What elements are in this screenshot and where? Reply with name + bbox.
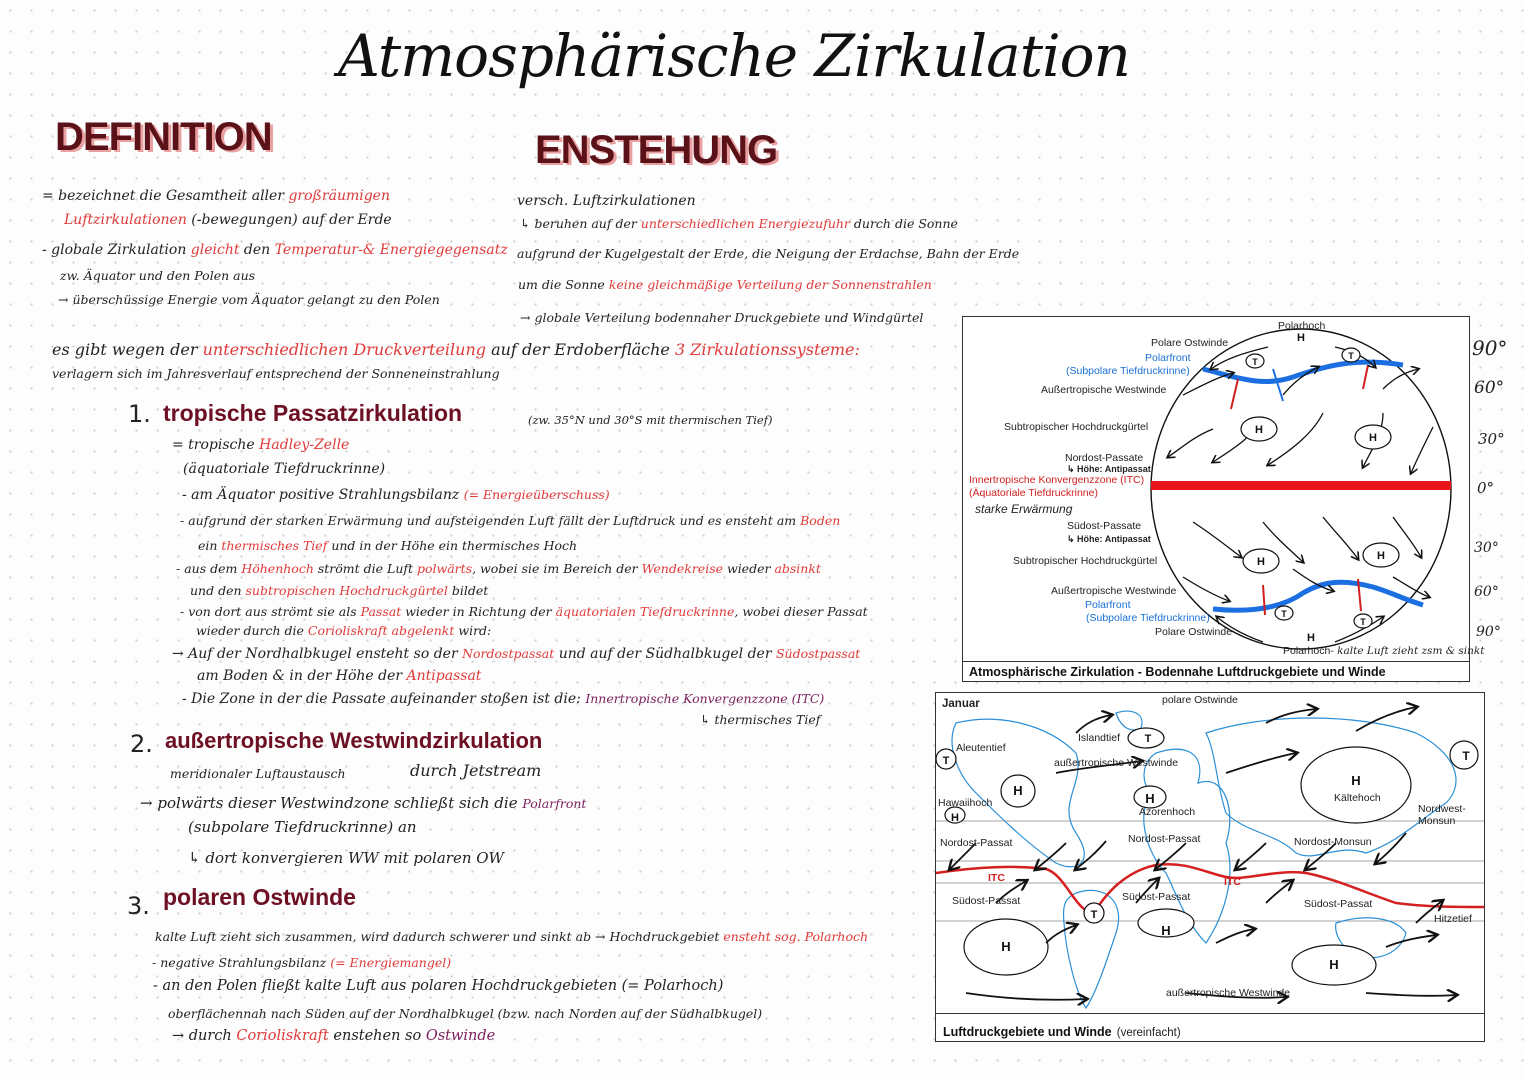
fig1-antipassat-s: ↳ Höhe: Antipassat <box>1067 534 1151 544</box>
degree-label-30s: 30° <box>1474 540 1499 556</box>
s2-line-d: ↳ dort konvergieren WW mit polaren OW <box>188 849 504 867</box>
section-2-title: außertropische Westwindzirkulation <box>165 728 543 753</box>
fig1-t-1: T <box>1252 357 1258 367</box>
s1-line-g: und den subtropischen Hochdruckgürtel bildet <box>190 583 489 598</box>
fig2-nordost-passat-2: Nordost-Passat <box>1128 833 1201 845</box>
fig1-westwinde-s: Außertropische Westwinde <box>1051 585 1177 597</box>
fig1-suedost: Südost-Passate <box>1067 520 1142 532</box>
s2-line-a: meridionaler Luftaustausch <box>170 766 346 781</box>
fig2-nordost-monsun: Nordost-Monsun <box>1294 836 1372 848</box>
fig1-polare-ostwinde-s: Polare Ostwinde <box>1155 626 1233 638</box>
fig2-polare-ostwinde: polare Ostwinde <box>1162 694 1238 706</box>
section-1-title: tropische Passatzirkulation <box>163 400 463 426</box>
fig2-januar: Januar <box>942 698 980 710</box>
intro-line-1: es gibt wegen der unterschiedlichen Druckverteilung auf der Erdoberfläche 3 Zirkulationssysteme: <box>52 340 860 359</box>
fig2-h-4: H <box>1161 923 1171 938</box>
s1-line-l: - Die Zone in der die Passate aufeinander stoßen ist die: Innertropische Konvergenzzone (ITC) <box>182 691 825 707</box>
fig2-suedost-1: Südost-Passat <box>952 895 1021 907</box>
entstehung-line-3: aufgrund der Kugelgestalt der Erde, die Neigung der Erdachse, Bahn der Erde <box>517 246 1020 261</box>
fig1-t-3: T <box>1281 609 1287 619</box>
fig2-westwinde-s: außertropische Westwinde <box>1166 987 1291 999</box>
fig1-itc: Innertropische Konvergenzzone (ITC) <box>969 474 1145 486</box>
fig2-h-7: H <box>951 812 959 824</box>
degree-label-60n: 60° <box>1474 378 1505 398</box>
fig2-t-1: T <box>1144 733 1152 745</box>
s1-line-c: - am Äquator positive Strahlungsbilanz (= Energieüberschuss) <box>182 487 610 503</box>
s2-line-a2: durch Jetstream <box>410 761 542 780</box>
fig2-itc-1: ITC <box>988 872 1005 884</box>
definition-line-2: Luftzirkulationen (-bewegungen) auf der Erde <box>64 212 392 228</box>
s1-line-f: - aus dem Höhenhoch strömt die Luft polwärts, wobei sie im Bereich der Wendekreise wieder absinkt <box>176 561 821 576</box>
s1-line-a: = tropische Hadley-Zelle <box>172 437 350 453</box>
s1-line-d: - aufgrund der starken Erwärmung und aufsteigenden Luft fällt der Luftdruck und es ensteht am Boden <box>180 513 841 528</box>
fig2-kaeltehoch: Kältehoch <box>1334 792 1381 804</box>
fig2-h-5: H <box>1001 939 1011 954</box>
s1-line-k: am Boden & in der Höhe der Antipassat <box>197 668 482 684</box>
definition-line-5: → überschüssige Energie vom Äquator gelangt zu den Polen <box>58 292 440 307</box>
section-1-note: (zw. 35°N und 30°S mit thermischen Tief) <box>528 413 773 427</box>
fig2-caption: Luftdruckgebiete und Winde (vereinfacht) <box>943 1025 1181 1039</box>
degree-label-60s: 60° <box>1474 584 1499 600</box>
fig2-aleutentief: Aleutentief <box>956 742 1006 754</box>
fig1-antipassat-n: ↳ Höhe: Antipassat <box>1067 464 1151 474</box>
entstehung-line-2: ↳ beruhen auf der unterschiedlichen Energiezufuhr durch die Sonne <box>520 216 958 231</box>
intro-line-2: verlagern sich im Jahresverlauf entsprechend der Sonneneinstrahlung <box>52 366 500 381</box>
s1-line-e: ein thermisches Tief und in der Höhe ein thermisches Hoch <box>198 538 578 553</box>
s3-line-e: → durch Corioliskraft enstehen so Ostwinde <box>172 1028 496 1044</box>
fig2-nordost-passat-1: Nordost-Passat <box>940 837 1013 849</box>
fig1-erwaermung: starke Erwärmung <box>975 502 1073 516</box>
fig2-suedost-3: Südost-Passat <box>1304 898 1373 910</box>
s3-line-a: kalte Luft zieht sich zusammen, wird dadurch schwerer und sinkt ab → Hochdruckgebiet ensteht sog. Polarhoch <box>155 929 869 944</box>
fig1-h-2: H <box>1369 432 1377 444</box>
s2-line-b: → polwärts dieser Westwindzone schließt sich die Polarfront <box>140 794 587 812</box>
degree-label-0: 0° <box>1477 479 1495 497</box>
fig2-t-3: T <box>1462 749 1470 763</box>
world-pressure-map <box>935 692 1485 1042</box>
section-3-number: 3. <box>127 892 150 920</box>
s3-line-d: oberflächennah nach Süden auf der Nordhalbkugel (bzw. nach Norden auf der Südhalbkugel) <box>168 1006 763 1021</box>
fig1-polarhoch-bottom: Polarhoch- kalte Luft zieht zsm & sinkt <box>1283 645 1485 657</box>
fig1-subtrop-n: Subtropischer Hochdruckgürtel <box>1004 421 1149 433</box>
entstehung-heading: ENSTEHUNG <box>535 128 778 172</box>
fig1-westwinde-n: Außertropische Westwinde <box>1041 384 1167 396</box>
degree-label-90s: 90° <box>1476 624 1501 640</box>
fig1-polarfront-s: Polarfront <box>1085 599 1131 611</box>
fig2-hawaiihoch: Hawaiihoch <box>938 797 993 809</box>
fig1-subtrop-s: Subtropischer Hochdruckgürtel <box>1013 555 1158 567</box>
degree-label-90n: 90° <box>1472 336 1508 360</box>
fig1-itc-2: (Äquatoriale Tiefdruckrinne) <box>969 487 1098 499</box>
fig1-subpolare-s: (Subpolare Tiefdruckrinne) <box>1086 612 1210 624</box>
fig1-t-4: T <box>1360 617 1366 627</box>
entstehung-line-4: um die Sonne keine gleichmäßige Verteilung der Sonnenstrahlen <box>518 277 932 292</box>
s3-line-c: - an den Polen fließt kalte Luft aus polaren Hochdruckgebieten (= Polarhoch) <box>153 978 724 994</box>
fig1-h-4: H <box>1377 550 1385 562</box>
fig1-h-1: H <box>1255 424 1263 436</box>
fig1-h-polar-top: H <box>1297 332 1305 344</box>
degree-label-30n: 30° <box>1478 430 1505 448</box>
s2-line-c: (subpolare Tiefdruckrinne) an <box>188 818 417 836</box>
fig2-t-2: T <box>942 755 950 767</box>
s3-line-b: - negative Strahlungsbilanz (= Energiemangel) <box>152 955 452 970</box>
fig2-h-2: H <box>1145 791 1155 806</box>
fig2-h-1: H <box>1013 783 1023 798</box>
s1-line-m: ↳ thermisches Tief <box>700 712 821 727</box>
definition-heading: DEFINITION <box>55 115 272 159</box>
section-2-number: 2. <box>130 730 153 758</box>
fig1-polare-ostwinde-n: Polare Ostwinde <box>1151 337 1229 349</box>
fig2-h-6: H <box>1329 957 1339 972</box>
s1-line-h: - von dort aus strömt sie als Passat wieder in Richtung der äquatorialen Tiefdruckrinne, wobei dieser Passat <box>180 604 868 619</box>
fig1-h-3: H <box>1257 556 1265 568</box>
page-title: Atmosphärische Zirkulation <box>338 22 1130 90</box>
definition-line-1: = bezeichnet die Gesamtheit aller großräumigen <box>42 188 390 204</box>
fig1-subpolare-n: (Subpolare Tiefdruckrinne) <box>1066 365 1190 377</box>
fig1-h-polar-bottom: H <box>1307 632 1315 644</box>
fig2-westwinde-n: außertropische Westwinde <box>1054 757 1179 769</box>
fig1-nordost: Nordost-Passate <box>1065 452 1144 464</box>
section-3-title: polaren Ostwinde <box>163 884 356 910</box>
definition-line-4: zw. Äquator und den Polen aus <box>60 268 256 283</box>
fig2-suedost-2: Südost-Passat <box>1122 891 1191 903</box>
entstehung-line-5: → globale Verteilung bodennaher Druckgebiete und Windgürtel <box>520 310 924 325</box>
definition-line-3: - globale Zirkulation gleicht den Temperatur-& Energiegegensatz <box>42 242 508 258</box>
world-map-graphic <box>936 693 1484 1013</box>
s1-line-j: → Auf der Nordhalbkugel ensteht so der Nordostpassat und auf der Südhalbkugel der Südostpassat <box>172 646 861 662</box>
entstehung-line-1: versch. Luftzirkulationen <box>517 193 696 209</box>
fig2-nordwest-monsun: Nordwest-Monsun <box>1418 803 1466 827</box>
section-1-number: 1. <box>128 400 151 428</box>
fig1-t-2: T <box>1348 351 1354 361</box>
fig2-h-3: H <box>1351 773 1361 788</box>
s1-line-b: (äquatoriale Tiefdruckrinne) <box>183 461 386 477</box>
fig2-t-4: T <box>1090 909 1098 921</box>
fig2-islandtief: Islandtief <box>1078 732 1121 744</box>
fig2-hitzetief: Hitzetief <box>1434 913 1472 925</box>
s1-line-i: wieder durch die Corioliskraft abgelenkt wird: <box>196 623 492 638</box>
fig2-azorenhoch: Azorenhoch <box>1139 806 1196 818</box>
fig2-itc-2: ITC <box>1224 876 1241 888</box>
circulation-diagram <box>962 316 1485 682</box>
fig1-caption: Atmosphärische Zirkulation - Bodennahe Luftdruckgebiete und Winde <box>969 665 1386 679</box>
fig1-polarfront-n: Polarfront <box>1145 352 1191 364</box>
fig1-polarhoch-top: Polarhoch <box>1278 320 1326 332</box>
